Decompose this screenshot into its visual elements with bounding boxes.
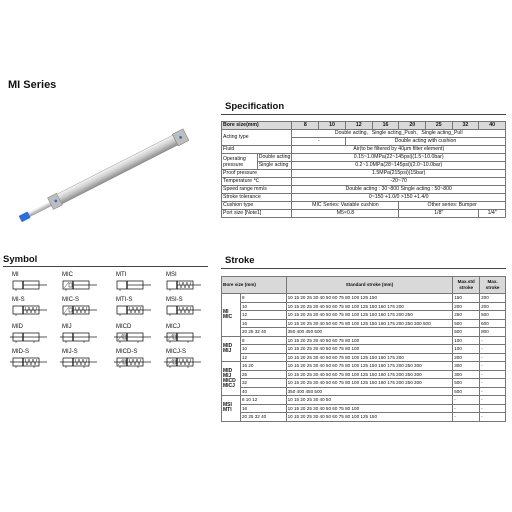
stroke-row: [222, 302, 506, 311]
symbol-label: MID-S: [12, 349, 29, 355]
stroke-bore-cell: 8 10 12: [240, 396, 286, 405]
symbol-mic-s: [58, 297, 102, 319]
max-std-stroke-cell: 500: [453, 387, 480, 396]
max-stroke-cell: -: [480, 396, 506, 405]
max-stroke-cell: -: [480, 353, 506, 362]
stroke-row: [222, 328, 506, 337]
stroke-series-cell: MSI MTI: [222, 396, 241, 422]
cylinder-symbol-icon: [60, 356, 100, 368]
stroke-row: [222, 294, 506, 303]
max-std-stroke-cell: 100: [453, 345, 480, 354]
max-std-stroke-cell: 500: [453, 379, 480, 388]
fluid-label: Fluid: [222, 146, 292, 154]
stroke-bore-cell: 20 25 32 40: [240, 328, 286, 337]
stroke-bore-cell: 10: [240, 302, 286, 311]
series-title: MI Series: [8, 79, 57, 91]
symbol-label: MTI: [116, 272, 127, 278]
stroke-tolerance-label: Stroke tolerance: [222, 194, 292, 202]
max-std-stroke-header: Max.std stroke: [453, 277, 480, 294]
single-acting-pressure: 0.2~1.0MPa(28~145psi)(2.0~10.0bar): [292, 162, 506, 170]
fluid-value: Air(to be filtered by 40μm filter element): [292, 146, 506, 154]
speed-range-row: [222, 186, 506, 194]
symbol-micj: [162, 324, 206, 346]
cylinder-symbol-icon: [114, 304, 154, 316]
stroke-bore-cell: 12: [240, 353, 286, 362]
speed-range-value: Double acting : 30~800 Single acting : 50~800: [292, 186, 506, 194]
max-std-stroke-cell: 200: [453, 302, 480, 311]
stroke-series-cell: MID MIJ MICD MICJ: [222, 362, 241, 396]
stroke-values-cell: 10 15 20 25 30 40 50 60 75 80 100 125 150 160 175 200 250 300: [286, 379, 453, 388]
stroke-values-cell: 10 15 20 25 30 40 50 60 75 80 100 125 150 160 175 200 250 300: [286, 362, 453, 371]
symbol-mti-s: [112, 297, 156, 319]
stroke-series-cell: MID MIJ: [222, 336, 241, 362]
max-std-stroke-cell: 200: [453, 353, 480, 362]
stroke-title-underline: [221, 268, 506, 269]
stroke-values-cell: 10 15 20 25 30 40 50 60 75 80 100 125 150 160 175 200 250: [286, 311, 453, 320]
bore-32: 32: [452, 122, 479, 130]
symbol-label: MIC-S: [62, 297, 79, 303]
operating-pressure-double-row: [222, 154, 506, 162]
cylinder-symbol-icon: [60, 279, 100, 291]
max-stroke-cell: 800: [480, 328, 506, 337]
acting-type-row-1: [222, 130, 506, 138]
symbol-msi: [162, 272, 206, 294]
symbol-micd: [112, 324, 156, 346]
symbol-label: MID: [12, 324, 23, 330]
spec-header-row: [222, 122, 506, 130]
max-std-stroke-cell: 300: [453, 370, 480, 379]
symbol-msi-s: [162, 297, 206, 319]
port-size-1-8: 1/8": [399, 210, 479, 218]
acting-type-label: Acting type: [222, 130, 292, 146]
double-acting-label: Double acting: [258, 154, 291, 160]
stroke-values-cell: 10 15 20 25 30 40 50 60 75 80 100 125 150 160 175 200: [286, 353, 453, 362]
symbol-label: MSI: [166, 272, 177, 278]
cushion-type-other: Other series: Bumper: [399, 202, 506, 210]
stroke-values-cell: 10 15 20 25 30 40 50 60 75 80 100 125 150: [286, 413, 453, 422]
stroke-table: [221, 276, 506, 422]
max-std-stroke-cell: 100: [453, 336, 480, 345]
double-acting-pressure: 0.15~1.0MPa(22~145psi)(1.5~10.0bar): [292, 154, 506, 162]
cylinder-symbol-icon: [10, 356, 50, 368]
max-std-stroke-cell: -: [453, 413, 480, 422]
symbol-label: MICJ: [166, 324, 180, 330]
bore-25: 25: [426, 122, 453, 130]
stroke-bore-cell: 40: [240, 387, 286, 396]
symbol-label: MICD: [116, 324, 132, 330]
bore-10: 10: [319, 122, 346, 130]
stroke-row: [222, 353, 506, 362]
bore-16: 16: [372, 122, 399, 130]
max-stroke-cell: 200: [480, 302, 506, 311]
bore-size-label: Bore size(mm): [222, 122, 292, 130]
cylinder-symbol-icon: [60, 304, 100, 316]
standard-stroke-header: Standard stroke (mm): [286, 277, 453, 294]
stroke-bore-cell: 10: [240, 345, 286, 354]
cushion-type-mic: MIC Series: Variable cushion: [292, 202, 399, 210]
symbol-label: MTI-S: [116, 297, 133, 303]
stroke-bore-cell: 16: [240, 319, 286, 328]
symbol-label: MSI-S: [166, 297, 183, 303]
fluid-row: [222, 146, 506, 154]
stroke-row: [222, 370, 506, 379]
stroke-bore-cell: 8: [240, 336, 286, 345]
max-stroke-cell: -: [480, 362, 506, 371]
proof-pressure-label: Proof pressure: [222, 170, 292, 178]
symbol-mid: [8, 324, 52, 346]
max-std-stroke-cell: 300: [453, 362, 480, 371]
acting-type-value: Double acting、Single acting_Push、Single acting_Pull: [292, 130, 506, 138]
stroke-values-cell: 10 15 20 25 30 40 50 60 75 80 100 125 150 160 175 200 250 300 500: [286, 319, 453, 328]
max-stroke-cell: -: [480, 387, 506, 396]
acting-type-small: -: [292, 138, 345, 146]
symbol-label: MICD-S: [116, 349, 138, 355]
symbol-mi: [8, 272, 52, 294]
max-std-stroke-cell: 250: [453, 311, 480, 320]
spec-title-underline: [221, 114, 506, 115]
stroke-row: [222, 362, 506, 371]
stroke-values-cell: 350 400 450 500: [286, 328, 453, 337]
cylinder-symbol-icon: [10, 331, 50, 343]
max-stroke-cell: -: [480, 345, 506, 354]
stroke-values-cell: 10 15 20 25 30 40 50 60 75 80 100 125 150 160 175 200: [286, 302, 453, 311]
bore-40: 40: [479, 122, 506, 130]
stroke-row: [222, 319, 506, 328]
symbol-micd-s: [112, 349, 156, 371]
cylinder-symbol-icon: [164, 356, 204, 368]
symbol-title-underline: [3, 266, 208, 267]
stroke-row: [222, 345, 506, 354]
stroke-row: [222, 396, 506, 405]
stroke-section-title: Stroke: [225, 255, 255, 266]
max-stroke-cell: 200: [480, 294, 506, 303]
symbol-label: MI: [12, 272, 19, 278]
cylinder-symbol-icon: [164, 279, 204, 291]
max-std-stroke-cell: -: [453, 404, 480, 413]
stroke-values-cell: 10 15 20 25 30 40 50 60 75 80 100 125 150: [286, 294, 453, 303]
stroke-row: [222, 336, 506, 345]
max-stroke-cell: 600: [480, 319, 506, 328]
max-stroke-cell: -: [480, 404, 506, 413]
symbol-label: MICJ-S: [166, 349, 186, 355]
stroke-row: [222, 387, 506, 396]
port-size-1-4: 1/4": [479, 210, 506, 218]
cylinder-symbol-icon: [114, 331, 154, 343]
stroke-tolerance-value: 0~150 +1.0/0 >150 +1.4/0: [292, 194, 506, 202]
stroke-row: [222, 379, 506, 388]
temperature-value: -20~70: [292, 178, 506, 186]
cylinder-photo: [10, 120, 210, 230]
cylinder-symbol-icon: [114, 279, 154, 291]
max-std-stroke-cell: -: [453, 396, 480, 405]
symbol-label: MIJ-S: [62, 349, 78, 355]
stroke-row: [222, 413, 506, 422]
proof-pressure-row: [222, 170, 506, 178]
symbol-mti: [112, 272, 156, 294]
stroke-bore-header: Bore size (mm): [222, 277, 287, 294]
cylinder-symbol-icon: [164, 331, 204, 343]
symbol-label: MIJ: [62, 324, 72, 330]
cushion-type-label: Cushion type: [222, 202, 292, 210]
symbol-section-title: Symbol: [3, 254, 38, 265]
cylinder-symbol-icon: [164, 304, 204, 316]
spec-section-title: Specification: [225, 101, 285, 112]
port-size-label: Port size [Note1]: [222, 210, 292, 218]
spec-table: [221, 121, 506, 218]
max-std-stroke-cell: 500: [453, 328, 480, 337]
cylinder-symbol-icon: [10, 304, 50, 316]
stroke-bore-cell: 8: [240, 294, 286, 303]
proof-pressure-value: 1.5MPa(215psi)(15bar): [292, 170, 506, 178]
max-stroke-cell: 500: [480, 311, 506, 320]
symbol-grid: [8, 272, 208, 382]
symbol-label: MI-S: [12, 297, 25, 303]
symbol-mi-s: [8, 297, 52, 319]
bore-12: 12: [345, 122, 372, 130]
max-stroke-cell: -: [480, 413, 506, 422]
bore-20: 20: [399, 122, 426, 130]
cylinder-symbol-icon: [10, 279, 50, 291]
cushion-type-row: [222, 202, 506, 210]
symbol-mid-s: [8, 349, 52, 371]
symbol-label: MIC: [62, 272, 73, 278]
stroke-values-cell: 10 15 20 25 30 40 50 60 75 80 100: [286, 404, 453, 413]
stroke-bore-cell: 32: [240, 379, 286, 388]
stroke-bore-cell: 20 25 32 40: [240, 413, 286, 422]
acting-type-cushion: Double acting with cushion: [345, 138, 505, 146]
stroke-values-cell: 350 400 450 500: [286, 387, 453, 396]
stroke-bore-cell: 16: [240, 404, 286, 413]
speed-range-label: Speed range mm/s: [222, 186, 292, 194]
cylinder-symbol-icon: [114, 356, 154, 368]
symbol-micj-s: [162, 349, 206, 371]
stroke-values-cell: 10 15 20 25 30 40 50 60 75 80 100 125 150 160 175 200 250 300: [286, 370, 453, 379]
max-stroke-cell: -: [480, 336, 506, 345]
single-acting-label: Single acting: [257, 162, 292, 170]
max-stroke-cell: -: [480, 370, 506, 379]
stroke-bore-cell: 16 20: [240, 362, 286, 371]
stroke-tolerance-row: [222, 194, 506, 202]
operating-pressure-single-row: [222, 162, 506, 170]
max-std-stroke-cell: 150: [453, 294, 480, 303]
cylinder-symbol-icon: [60, 331, 100, 343]
port-size-m5: M5×0.8: [292, 210, 399, 218]
temperature-row: [222, 178, 506, 186]
stroke-bore-cell: 25: [240, 370, 286, 379]
stroke-values-cell: 10 15 20 25 30 40 50 60 75 80 100: [286, 336, 453, 345]
stroke-row: [222, 311, 506, 320]
bore-8: 8: [292, 122, 319, 130]
max-stroke-header: Max. stroke: [480, 277, 506, 294]
stroke-values-cell: 10 15 20 25 30 40 50: [286, 396, 453, 405]
symbol-mic: [58, 272, 102, 294]
max-stroke-cell: -: [480, 379, 506, 388]
symbol-mij: [58, 324, 102, 346]
max-std-stroke-cell: 500: [453, 319, 480, 328]
operating-pressure-label: Operating pressure: [222, 154, 258, 170]
stroke-values-cell: 10 15 20 25 30 40 50 60 75 80 100: [286, 345, 453, 354]
port-size-row: [222, 210, 506, 218]
symbol-mij-s: [58, 349, 102, 371]
stroke-bore-cell: 12: [240, 311, 286, 320]
stroke-series-cell: MI MIC: [222, 294, 241, 337]
temperature-label: Temperature ℃: [222, 178, 292, 186]
stroke-row: [222, 404, 506, 413]
stroke-header-row: [222, 277, 506, 294]
